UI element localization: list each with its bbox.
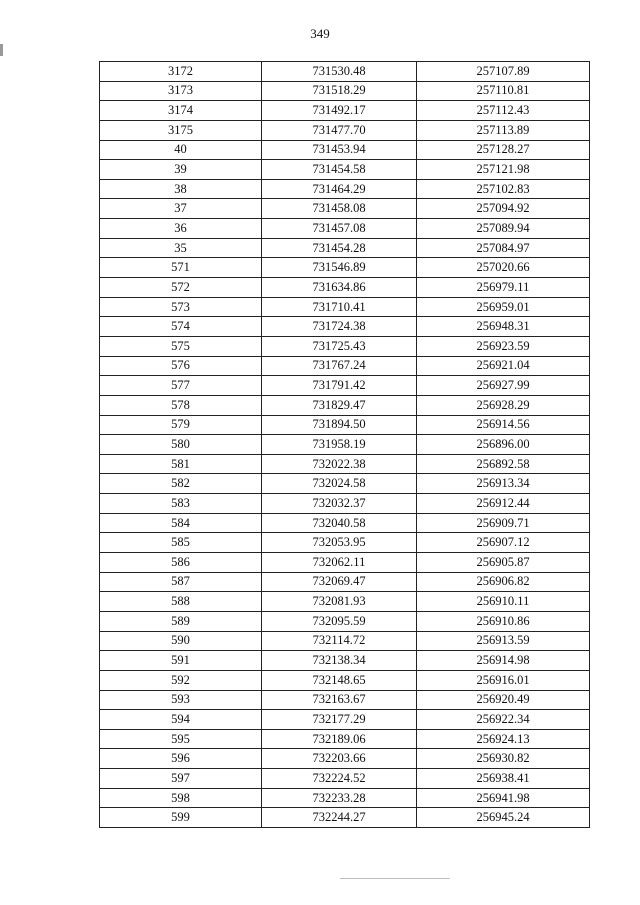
table-row (100, 336, 590, 356)
y-coordinate-cell: 256941.98 (417, 788, 590, 808)
table-row (100, 808, 590, 828)
point-number-cell: 583 (100, 494, 262, 514)
x-coordinate-cell: 731454.58 (262, 160, 417, 180)
point-number-cell: 579 (100, 415, 262, 435)
x-coordinate-cell: 731492.17 (262, 101, 417, 121)
y-coordinate-cell: 256907.12 (417, 533, 590, 553)
table-row (100, 101, 590, 121)
point-number-cell: 594 (100, 710, 262, 730)
coordinates-table (99, 61, 590, 828)
x-coordinate-cell: 731634.86 (262, 278, 417, 298)
x-coordinate-cell: 731453.94 (262, 140, 417, 160)
x-coordinate-cell: 731464.29 (262, 179, 417, 199)
x-coordinate-cell: 732203.66 (262, 749, 417, 769)
table-row (100, 553, 590, 573)
margin-mark (0, 44, 3, 56)
x-coordinate-cell: 731829.47 (262, 395, 417, 415)
point-number-cell: 581 (100, 454, 262, 474)
point-number-cell: 582 (100, 474, 262, 494)
point-number-cell: 591 (100, 651, 262, 671)
x-coordinate-cell: 732040.58 (262, 513, 417, 533)
x-coordinate-cell: 732177.29 (262, 710, 417, 730)
y-coordinate-cell: 256892.58 (417, 454, 590, 474)
table-row (100, 670, 590, 690)
x-coordinate-cell: 732069.47 (262, 572, 417, 592)
y-coordinate-cell: 256905.87 (417, 553, 590, 573)
table-row (100, 415, 590, 435)
point-number-cell: 37 (100, 199, 262, 219)
table-row (100, 690, 590, 710)
point-number-cell: 35 (100, 238, 262, 258)
point-number-cell: 580 (100, 435, 262, 455)
point-number-cell: 599 (100, 808, 262, 828)
x-coordinate-cell: 731725.43 (262, 336, 417, 356)
y-coordinate-cell: 257121.98 (417, 160, 590, 180)
point-number-cell: 574 (100, 317, 262, 337)
y-coordinate-cell: 257128.27 (417, 140, 590, 160)
table-row (100, 219, 590, 239)
table-row (100, 160, 590, 180)
x-coordinate-cell: 731518.29 (262, 81, 417, 101)
x-coordinate-cell: 732053.95 (262, 533, 417, 553)
x-coordinate-cell: 732163.67 (262, 690, 417, 710)
x-coordinate-cell: 731791.42 (262, 376, 417, 396)
table-row (100, 278, 590, 298)
table-row (100, 769, 590, 789)
x-coordinate-cell: 732095.59 (262, 611, 417, 631)
y-coordinate-cell: 256959.01 (417, 297, 590, 317)
x-coordinate-cell: 731767.24 (262, 356, 417, 376)
table-row (100, 572, 590, 592)
table-row (100, 395, 590, 415)
table-body (100, 62, 590, 828)
point-number-cell: 36 (100, 219, 262, 239)
y-coordinate-cell: 256930.82 (417, 749, 590, 769)
x-coordinate-cell: 732233.28 (262, 788, 417, 808)
y-coordinate-cell: 256923.59 (417, 336, 590, 356)
y-coordinate-cell: 256913.34 (417, 474, 590, 494)
table-row (100, 81, 590, 101)
y-coordinate-cell: 256927.99 (417, 376, 590, 396)
point-number-cell: 589 (100, 611, 262, 631)
y-coordinate-cell: 256909.71 (417, 513, 590, 533)
point-number-cell: 592 (100, 670, 262, 690)
table-row (100, 710, 590, 730)
x-coordinate-cell: 731710.41 (262, 297, 417, 317)
x-coordinate-cell: 732022.38 (262, 454, 417, 474)
point-number-cell: 3174 (100, 101, 262, 121)
point-number-cell: 598 (100, 788, 262, 808)
y-coordinate-cell: 256948.31 (417, 317, 590, 337)
x-coordinate-cell: 731458.08 (262, 199, 417, 219)
y-coordinate-cell: 257094.92 (417, 199, 590, 219)
y-coordinate-cell: 256912.44 (417, 494, 590, 514)
table-row (100, 592, 590, 612)
footer-rule (340, 878, 450, 879)
point-number-cell: 588 (100, 592, 262, 612)
point-number-cell: 3175 (100, 120, 262, 140)
x-coordinate-cell: 731457.08 (262, 219, 417, 239)
table-row (100, 611, 590, 631)
x-coordinate-cell: 732244.27 (262, 808, 417, 828)
y-coordinate-cell: 256916.01 (417, 670, 590, 690)
table-row (100, 199, 590, 219)
point-number-cell: 590 (100, 631, 262, 651)
point-number-cell: 597 (100, 769, 262, 789)
point-number-cell: 3172 (100, 62, 262, 82)
y-coordinate-cell: 256921.04 (417, 356, 590, 376)
x-coordinate-cell: 732138.34 (262, 651, 417, 671)
x-coordinate-cell: 731454.28 (262, 238, 417, 258)
point-number-cell: 578 (100, 395, 262, 415)
y-coordinate-cell: 256938.41 (417, 769, 590, 789)
y-coordinate-cell: 256924.13 (417, 729, 590, 749)
y-coordinate-cell: 257113.89 (417, 120, 590, 140)
x-coordinate-cell: 731477.70 (262, 120, 417, 140)
x-coordinate-cell: 732189.06 (262, 729, 417, 749)
point-number-cell: 596 (100, 749, 262, 769)
point-number-cell: 38 (100, 179, 262, 199)
y-coordinate-cell: 256922.34 (417, 710, 590, 730)
table-row (100, 258, 590, 278)
x-coordinate-cell: 732224.52 (262, 769, 417, 789)
point-number-cell: 572 (100, 278, 262, 298)
y-coordinate-cell: 256914.56 (417, 415, 590, 435)
y-coordinate-cell: 256920.49 (417, 690, 590, 710)
x-coordinate-cell: 732148.65 (262, 670, 417, 690)
y-coordinate-cell: 256906.82 (417, 572, 590, 592)
table-row (100, 474, 590, 494)
table-row (100, 179, 590, 199)
table-row (100, 749, 590, 769)
point-number-cell: 575 (100, 336, 262, 356)
x-coordinate-cell: 732081.93 (262, 592, 417, 612)
table-row (100, 513, 590, 533)
point-number-cell: 595 (100, 729, 262, 749)
point-number-cell: 585 (100, 533, 262, 553)
table-row (100, 533, 590, 553)
y-coordinate-cell: 257020.66 (417, 258, 590, 278)
point-number-cell: 39 (100, 160, 262, 180)
y-coordinate-cell: 256945.24 (417, 808, 590, 828)
x-coordinate-cell: 732032.37 (262, 494, 417, 514)
table-row (100, 297, 590, 317)
table-row (100, 376, 590, 396)
table-row (100, 120, 590, 140)
table-row (100, 454, 590, 474)
table-row (100, 140, 590, 160)
y-coordinate-cell: 257102.83 (417, 179, 590, 199)
y-coordinate-cell: 257107.89 (417, 62, 590, 82)
point-number-cell: 577 (100, 376, 262, 396)
y-coordinate-cell: 256914.98 (417, 651, 590, 671)
table-row (100, 238, 590, 258)
page-number: 349 (310, 26, 330, 41)
point-number-cell: 586 (100, 553, 262, 573)
table-row (100, 435, 590, 455)
y-coordinate-cell: 256910.11 (417, 592, 590, 612)
point-number-cell: 573 (100, 297, 262, 317)
point-number-cell: 40 (100, 140, 262, 160)
table-row (100, 356, 590, 376)
point-number-cell: 593 (100, 690, 262, 710)
y-coordinate-cell: 257089.94 (417, 219, 590, 239)
y-coordinate-cell: 256928.29 (417, 395, 590, 415)
y-coordinate-cell: 257112.43 (417, 101, 590, 121)
x-coordinate-cell: 731894.50 (262, 415, 417, 435)
table-row (100, 729, 590, 749)
x-coordinate-cell: 731724.38 (262, 317, 417, 337)
y-coordinate-cell: 256910.86 (417, 611, 590, 631)
y-coordinate-cell: 257110.81 (417, 81, 590, 101)
table-row (100, 62, 590, 82)
x-coordinate-cell: 731958.19 (262, 435, 417, 455)
y-coordinate-cell: 256896.00 (417, 435, 590, 455)
x-coordinate-cell: 732062.11 (262, 553, 417, 573)
y-coordinate-cell: 256979.11 (417, 278, 590, 298)
x-coordinate-cell: 732114.72 (262, 631, 417, 651)
point-number-cell: 584 (100, 513, 262, 533)
table-row (100, 788, 590, 808)
table-row (100, 631, 590, 651)
x-coordinate-cell: 731546.89 (262, 258, 417, 278)
point-number-cell: 3173 (100, 81, 262, 101)
table-row (100, 651, 590, 671)
table-row (100, 494, 590, 514)
y-coordinate-cell: 256913.59 (417, 631, 590, 651)
x-coordinate-cell: 732024.58 (262, 474, 417, 494)
point-number-cell: 571 (100, 258, 262, 278)
table-row (100, 317, 590, 337)
point-number-cell: 587 (100, 572, 262, 592)
y-coordinate-cell: 257084.97 (417, 238, 590, 258)
x-coordinate-cell: 731530.48 (262, 62, 417, 82)
point-number-cell: 576 (100, 356, 262, 376)
